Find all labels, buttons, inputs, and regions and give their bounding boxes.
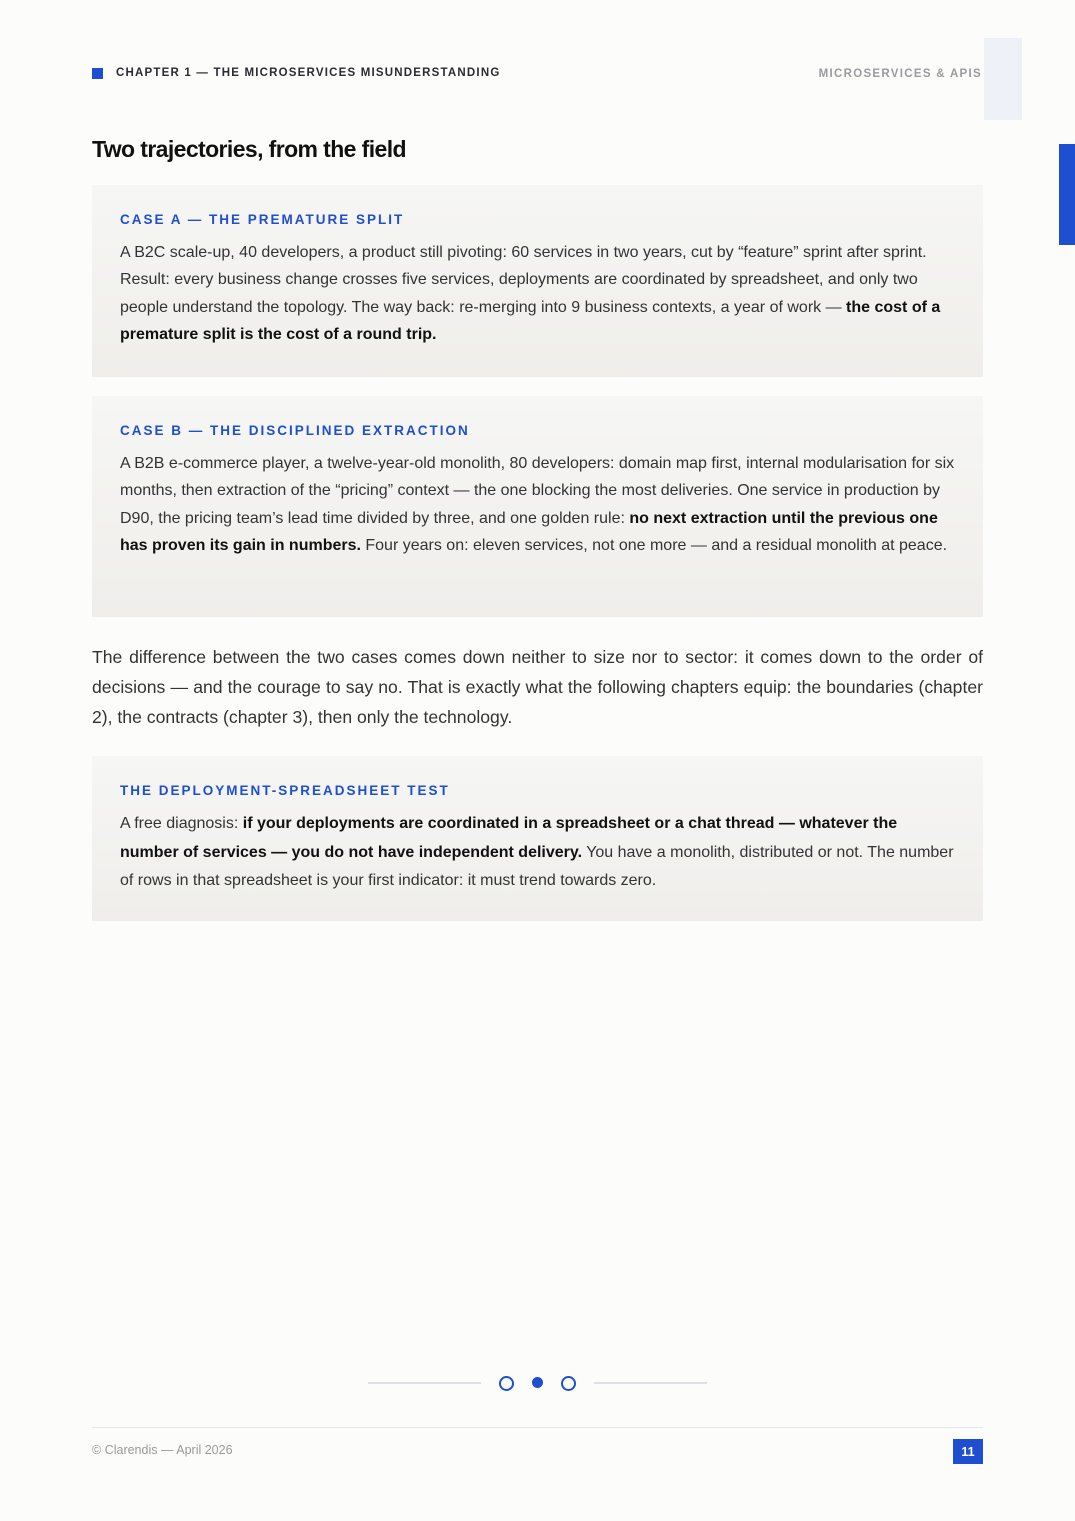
case-a-text	[120, 239, 955, 348]
case-a-box	[92, 185, 983, 377]
case-b-body-before: A B2B e-commerce player, a twelve-year-old monolith, 80 developers: domain map first, internal modularisation for six months, then extraction of the “pricing” context — the one blocking the most deliveries. One service in production by D90, the pricing team’s lead time divided by three, and one golden rule:	[120, 455, 955, 527]
pager-line-right	[594, 1382, 707, 1384]
case-a-body: A B2C scale-up, 40 developers, a product still pivoting: 60 services in two years, cut by “feature” sprint after sprint. Result: every business change crosses five services, deployments are coordinated by spreadsheet, and only two people understand the topology. The way back: re-merging into 9 business contexts, a year of work —	[120, 244, 927, 316]
callout-body-after: You have a monolith, distributed or not. The number of rows in that spreadsheet is your first indicator: it must trend towards zero.	[120, 843, 954, 889]
pager-dot-1	[499, 1376, 514, 1391]
pager-dot-3	[561, 1376, 576, 1391]
callout-label: THE DEPLOYMENT-SPREADSHEET TEST	[120, 783, 450, 798]
pager-dot-2-active	[532, 1377, 543, 1388]
pager-line-left	[368, 1382, 481, 1384]
running-header-book: MICROSERVICES & APIS	[818, 68, 982, 80]
running-header-chapter	[92, 67, 500, 79]
body-paragraph: The difference between the two cases comes down neither to size nor to sector: it comes down to the order of decisions — and the courage to say no. That is exactly what the following chapters equip: the boundaries (chapter 2), the contracts (chapter 3), then only the technology.	[92, 647, 983, 727]
case-a-emphasis: the cost of a premature split is the cost of a round trip.	[120, 298, 941, 343]
case-b-body-after: Four years on: eleven services, not one more — and a residual monolith at peace.	[360, 536, 948, 554]
case-b-label: CASE B — THE DISCIPLINED EXTRACTION	[120, 423, 470, 438]
case-b-emphasis: no next extraction until the previous one has proven its gain in numbers.	[120, 509, 938, 554]
case-a-label: CASE A — THE PREMATURE SPLIT	[120, 212, 405, 227]
chapter-marker-square	[92, 68, 103, 79]
case-b-text	[120, 450, 955, 559]
page-number-badge: 11	[953, 1439, 983, 1464]
case-b-box	[92, 396, 983, 617]
page-progress-indicator	[368, 1373, 708, 1393]
callout-body-before: A free diagnosis:	[120, 815, 243, 832]
chapter-numeral-decoration	[984, 38, 1022, 120]
chapter-title: CHAPTER 1 — THE MICROSERVICES MISUNDERSTANDING	[116, 67, 501, 79]
callout-emphasis: if your deployments are coordinated in a spreadsheet or a chat thread — whatever the number of services — you do not have independent delivery.	[120, 815, 898, 861]
callout-text	[120, 810, 955, 896]
chapter-side-tab	[1059, 144, 1075, 245]
callout-box	[92, 756, 983, 921]
section-title: Two trajectories, from the field	[92, 136, 406, 162]
footer-divider	[92, 1427, 983, 1428]
footer-copyright: © Clarendis — April 2026	[92, 1443, 233, 1457]
